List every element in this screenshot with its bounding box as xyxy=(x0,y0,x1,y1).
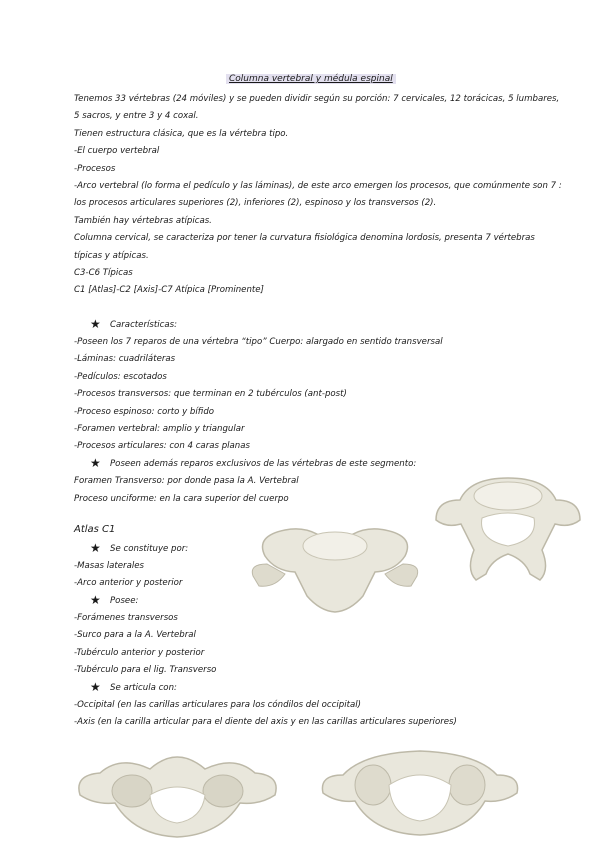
star-bullet-icon: ★ xyxy=(90,456,101,470)
list-item: Proceso unciforme: en la cara superior del cuerpo xyxy=(74,494,289,504)
exclusivos-heading: Poseen además reparos exclusivos de las vértebras de este segmento: xyxy=(110,459,417,469)
intro-line: -Arco vertebral (lo forma el pedículo y las láminas), de este arco emergen los procesos, que comúnmente son 7 : xyxy=(74,181,562,191)
atlas-title: Atlas C1 xyxy=(74,524,116,535)
intro-line: C3-C6 Típicas xyxy=(74,268,133,278)
atlas-vertebra-image xyxy=(70,735,285,845)
list-item: -Poseen los 7 reparos de una vértebra “tipo” Cuerpo: alargado en sentido transversal xyxy=(74,337,443,347)
atlas-posee-heading: Posee: xyxy=(110,596,139,606)
intro-line: También hay vértebras atípicas. xyxy=(74,216,212,226)
list-item: -Occipital (en las carillas articulares para los cóndilos del occipital) xyxy=(74,700,361,710)
intro-line: C1 [Atlas]-C2 [Axis]-C7 Atípica [Prominente] xyxy=(74,285,264,295)
list-item: -Procesos transversos: que terminan en 2 tubérculos (ant-post) xyxy=(74,389,347,399)
intro-line: los procesos articulares superiores (2), inferiores (2), espinoso y los transversos (2). xyxy=(74,198,437,208)
intro-line: típicas y atípicas. xyxy=(74,251,149,261)
page-title: Columna vertebral y médula espinal xyxy=(226,74,396,84)
list-item: -Axis (en la carilla articular para el diente del axis y en las carillas articulares superiores) xyxy=(74,717,457,727)
atlas-constituye-heading: Se constituye por: xyxy=(110,544,189,554)
atlas-articula-heading: Se articula con: xyxy=(110,683,177,693)
caracteristicas-heading: Características: xyxy=(110,320,177,330)
list-item: -Surco para a la A. Vertebral xyxy=(74,630,196,640)
list-item: -Arco anterior y posterior xyxy=(74,578,183,588)
intro-line: -Procesos xyxy=(74,164,116,174)
star-bullet-icon: ★ xyxy=(90,593,101,607)
cervical-vertebra-image xyxy=(245,516,425,616)
star-bullet-icon: ★ xyxy=(90,317,101,331)
cervical-vertebra-top-image xyxy=(430,470,585,585)
star-bullet-icon: ★ xyxy=(90,541,101,555)
intro-line: -El cuerpo vertebral xyxy=(74,146,160,156)
intro-line: Columna cervical, se caracteriza por tener la curvatura fisiológica denomina lordosis, presenta 7 vértebras xyxy=(74,233,535,243)
list-item: -Tubérculo anterior y posterior xyxy=(74,648,205,658)
list-item: -Tubérculo para el lig. Transverso xyxy=(74,665,217,675)
list-item: -Foramen vertebral: amplio y triangular xyxy=(74,424,245,434)
intro-line: Tienen estructura clásica, que es la vértebra tipo. xyxy=(74,129,289,139)
list-item: -Masas laterales xyxy=(74,561,144,571)
atlas-vertebra-top-image xyxy=(315,735,525,845)
intro-line: Tenemos 33 vértebras (24 móviles) y se pueden dividir según su porción: 7 cervicales, 12 torácicas, 5 lumbares, xyxy=(74,94,560,104)
list-item: -Proceso espinoso: corto y bífido xyxy=(74,407,215,417)
star-bullet-icon: ★ xyxy=(90,680,101,694)
list-item: -Pedículos: escotados xyxy=(74,372,167,382)
intro-line: 5 sacros, y entre 3 y 4 coxal. xyxy=(74,111,199,121)
list-item: -Procesos articulares: con 4 caras planas xyxy=(74,441,250,451)
list-item: -Forámenes transversos xyxy=(74,613,178,623)
list-item: Foramen Transverso: por donde pasa la A. Vertebral xyxy=(74,476,299,486)
list-item: -Láminas: cuadriláteras xyxy=(74,354,176,364)
